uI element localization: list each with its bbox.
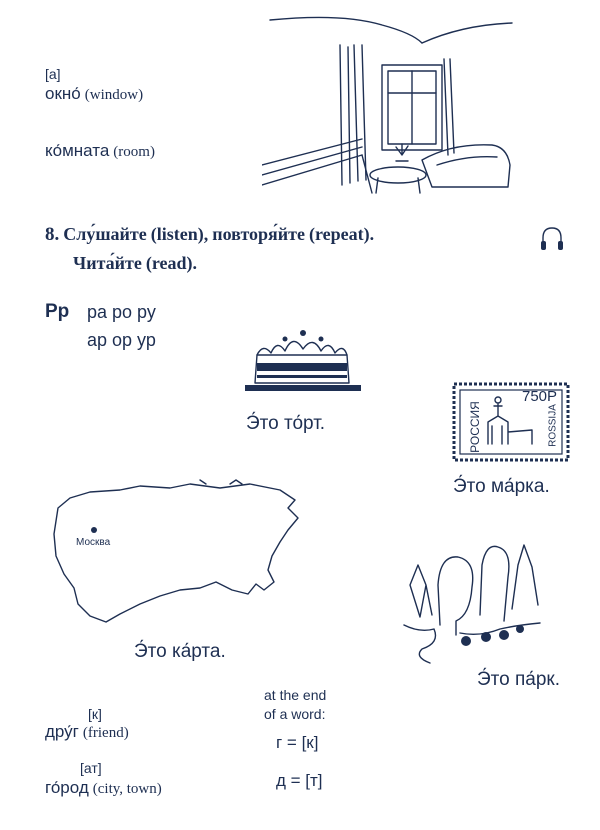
phonetic-at: [ат]	[80, 760, 102, 776]
exercise-word-listen: Слу́шайте	[63, 224, 147, 244]
gloss-friend: (friend)	[82, 725, 129, 741]
exercise-line2	[73, 253, 197, 274]
stamp-value: 750Р	[522, 388, 558, 405]
exercise-gloss-repeat: (repeat).	[309, 224, 375, 244]
stamp-country: РОССИЯ	[468, 401, 482, 453]
exercise-word-repeat: повторя́йте	[212, 224, 306, 244]
syllables-row2: ар ор ур	[87, 330, 156, 350]
rule-heading-line2: of a word:	[264, 706, 326, 722]
gloss-city: (city, town)	[92, 781, 162, 797]
rule-d-t: д = [т]	[276, 771, 323, 790]
headphones-icon[interactable]	[540, 226, 564, 252]
phonetic-a: [a]	[45, 66, 61, 82]
vocab-city	[45, 778, 162, 798]
park-illustration	[400, 525, 550, 665]
exercise-word-read: Чита́йте	[73, 253, 142, 273]
caption-stamp: Э́то ма́рка.	[453, 476, 550, 497]
stamp-rossija: ROSSIJA	[547, 404, 559, 447]
russia-map	[50, 478, 312, 628]
vocab-friend	[45, 722, 129, 742]
caption-cake: Э́то то́рт.	[246, 413, 326, 434]
caption-map: Э́то ка́рта.	[134, 641, 226, 662]
map-city-moscow: Москва	[76, 537, 111, 548]
word-komnata: ко́мната	[45, 141, 110, 160]
exercise-header	[45, 224, 374, 246]
word-gorod: го́род	[45, 778, 89, 797]
vocab-window	[45, 84, 143, 104]
rule-heading-line1: at the end	[264, 687, 327, 703]
word-okno: окно́	[45, 84, 81, 103]
gloss-room: (room)	[113, 144, 155, 160]
letter-label: Рр	[45, 301, 70, 322]
phonetic-k: [к]	[88, 706, 102, 722]
word-drug: дру́г	[45, 722, 79, 741]
exercise-gloss-listen: (listen),	[150, 224, 209, 244]
rule-g-k: г = [к]	[276, 733, 319, 752]
vocab-room	[45, 141, 155, 161]
gloss-window: (window)	[84, 87, 144, 103]
syllables-row1: ра ро ру	[87, 302, 156, 322]
caption-park: Э́то па́рк.	[477, 669, 561, 690]
exercise-gloss-read: (read).	[145, 253, 198, 273]
room-illustration	[262, 15, 518, 195]
exercise-number: 8.	[45, 224, 60, 245]
cake-illustration	[243, 325, 363, 395]
